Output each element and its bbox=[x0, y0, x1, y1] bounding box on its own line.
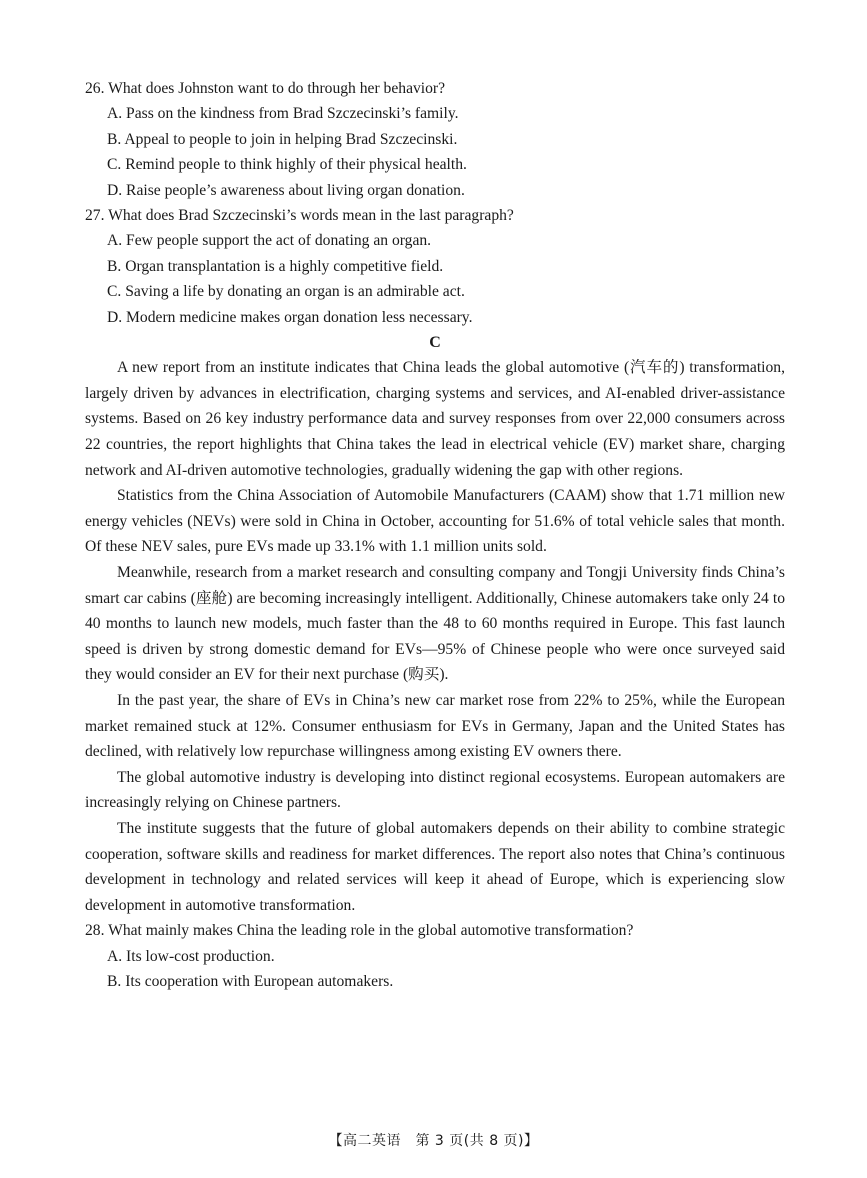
option-c: C. Remind people to think highly of their physical health. bbox=[107, 156, 467, 174]
question-stem: 28. What mainly makes China the leading role in the global automotive transformation? bbox=[85, 922, 634, 940]
question-27 bbox=[85, 203, 785, 330]
passage-paragraph: The institute suggests that the future of global automakers depends on their ability to combine strategic cooperation, software skills and readiness for market differences. The report also notes that China’s continuous development in technology and related services will keep it ahead of Europe, which is experiencing slow development in automotive transformation. bbox=[85, 819, 785, 914]
option-d: D. Modern medicine makes organ donation less necessary. bbox=[107, 308, 473, 326]
question-stem: 26. What does Johnston want to do through her behavior? bbox=[85, 80, 446, 97]
question-stem: 27. What does Brad Szczecinski’s words mean in the last paragraph? bbox=[85, 206, 514, 224]
option-a: A. Pass on the kindness from Brad Szczecinski’s family. bbox=[107, 105, 459, 123]
passage-paragraph: A new report from an institute indicates that China leads the global automotive (汽车的) transformation, largely driven by advances in electrification, charging systems and services, and AI-enabled driver-assistance systems. Based on 26 key industry performance data and survey responses from over 22,000 consumers across 22 countries, the report highlights that China takes the lead in electrical vehicle (EV) market share, charging network and AI-driven automotive technologies, gradually widening the gap with other regions. bbox=[85, 359, 785, 479]
passage-paragraph: The global automotive industry is developing into distinct regional ecosystems. European automakers are increasingly relying on Chinese partners. bbox=[85, 768, 785, 812]
option-d: D. Raise people’s awareness about living organ donation. bbox=[107, 181, 465, 199]
option-b: B. Its cooperation with European automakers. bbox=[107, 973, 394, 991]
question-28 bbox=[85, 918, 785, 994]
option-b: B. Organ transplantation is a highly competitive field. bbox=[107, 257, 444, 275]
passage-paragraph: In the past year, the share of EVs in China’s new car market rose from 22% to 25%, while the European market remained stuck at 12%. Consumer enthusiasm for EVs in Germany, Japan and the United States has declined, with relatively low repurchase willingness among existing EV owners there. bbox=[85, 692, 785, 761]
option-a: A. Its low-cost production. bbox=[107, 947, 275, 965]
reading-passage bbox=[85, 355, 785, 918]
passage-paragraph: Statistics from the China Association of Automobile Manufacturers (CAAM) show that 1.71 million new energy vehicles (NEVs) were sold in China in October, accounting for 51.6% of total vehicle sales that month. Of these NEV sales, pure EVs made up 33.1% with 1.1 million units sold. bbox=[85, 487, 785, 556]
page-footer: 【高二英语 第 3 页(共 8 页)】 bbox=[328, 1133, 539, 1149]
exam-page bbox=[85, 76, 785, 995]
passage-paragraph: Meanwhile, research from a market research and consulting company and Tongji University finds China’s smart car cabins (座舱) are becoming increasingly intelligent. Additionally, Chinese automakers take only 24 to 40 months to launch new models, much faster than the 48 to 60 months required in Europe. This fast launch speed is driven by strong domestic demand for EVs—95% of Chinese people who were once surveyed said they would consider an EV for their next purchase (购买). bbox=[85, 564, 785, 684]
option-b: B. Appeal to people to join in helping Brad Szczecinski. bbox=[107, 130, 458, 148]
section-heading: C bbox=[429, 333, 441, 351]
question-26 bbox=[85, 76, 785, 203]
option-a: A. Few people support the act of donating an organ. bbox=[107, 232, 432, 250]
option-c: C. Saving a life by donating an organ is an admirable act. bbox=[107, 283, 465, 301]
